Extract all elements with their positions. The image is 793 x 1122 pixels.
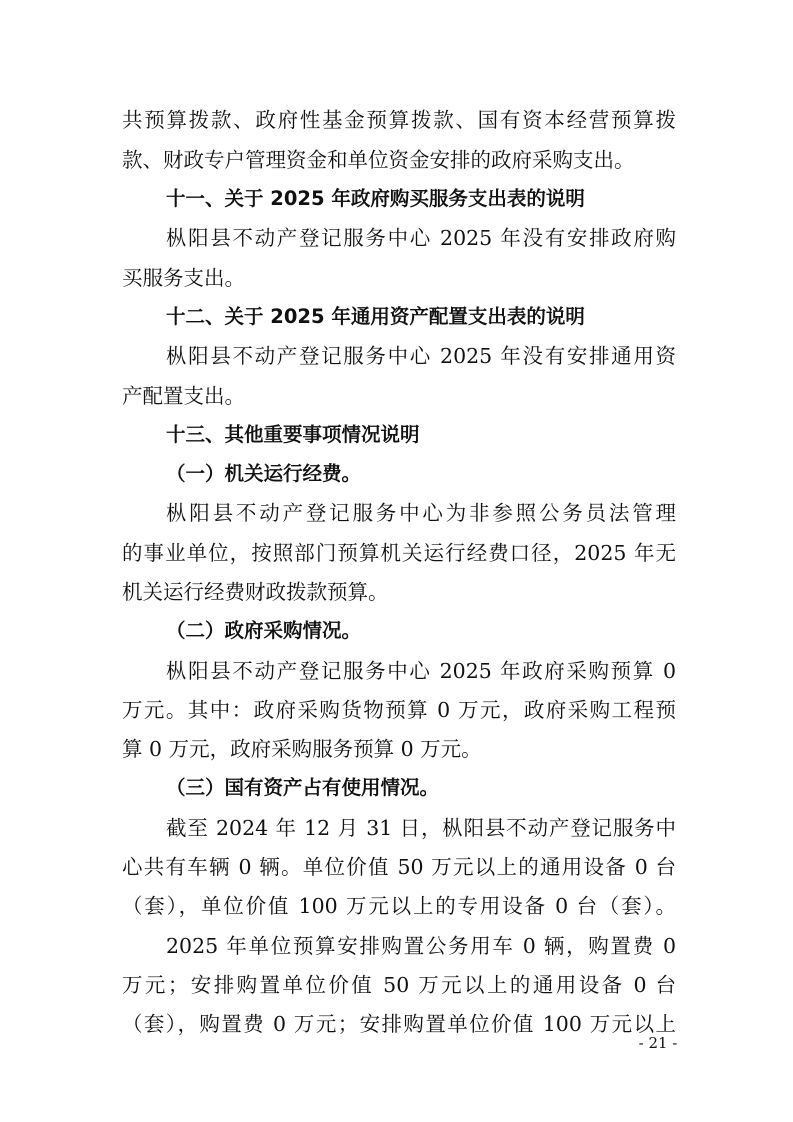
body-text-line: 款、财政专户管理资金和单位资金安排的政府采购支出。 (122, 148, 635, 172)
body-text-line: 心共有车辆 0 辆。单位价值 50 万元以上的通用设备 0 台 (122, 855, 676, 879)
body-text-line: 截至 2024 年 12 月 31 日，枞阳县不动产登记服务中 (166, 816, 676, 840)
section-heading-12: 十二、关于 2025 年通用资产配置支出表的说明 (166, 305, 585, 328)
body-text-line: 的事业单位，按照部门预算机关运行经费口径，2025 年无 (122, 541, 676, 565)
body-text-line: 共预算拨款、政府性基金预算拨款、国有资本经营预算拨 (122, 108, 676, 132)
body-text-line: 枞阳县不动产登记服务中心 2025 年没有安排通用资 (166, 344, 676, 368)
body-text-line: 万元；安排购置单位价值 50 万元以上的通用设备 0 台 (122, 973, 676, 997)
subsection-heading-3: （三）国有资产占有使用情况。 (166, 776, 440, 799)
subsection-heading-2: （二）政府采购情况。 (166, 619, 362, 642)
body-text-line: 买服务支出。 (122, 266, 245, 290)
body-text-line: 万元。其中：政府采购货物预算 0 万元，政府采购工程预 (122, 698, 676, 722)
body-text-line: （套），单位价值 100 万元以上的专用设备 0 台（套）。 (122, 894, 676, 918)
body-text-line: （套），购置费 0 万元；安排购置单位价值 100 万元以上 (122, 1012, 676, 1036)
section-heading-11: 十一、关于 2025 年政府购买服务支出表的说明 (166, 187, 585, 210)
body-text-line: 机关运行经费财政拨款预算。 (122, 580, 389, 604)
subsection-heading-1: （一）机关运行经费。 (166, 462, 362, 485)
body-text-line: 算 0 万元，政府采购服务预算 0 万元。 (122, 737, 482, 761)
section-heading-13: 十三、其他重要事项情况说明 (166, 423, 420, 446)
body-text-line: 产配置支出。 (122, 384, 245, 408)
body-text-line: 枞阳县不动产登记服务中心为非参照公务员法管理 (166, 501, 676, 525)
page-number: - 21 - (638, 1034, 678, 1052)
body-text-line: 枞阳县不动产登记服务中心 2025 年没有安排政府购 (166, 226, 676, 250)
body-text-line: 枞阳县不动产登记服务中心 2025 年政府采购预算 0 (166, 659, 676, 683)
body-text-line: 2025 年单位预算安排购置公务用车 0 辆，购置费 0 (166, 934, 676, 958)
